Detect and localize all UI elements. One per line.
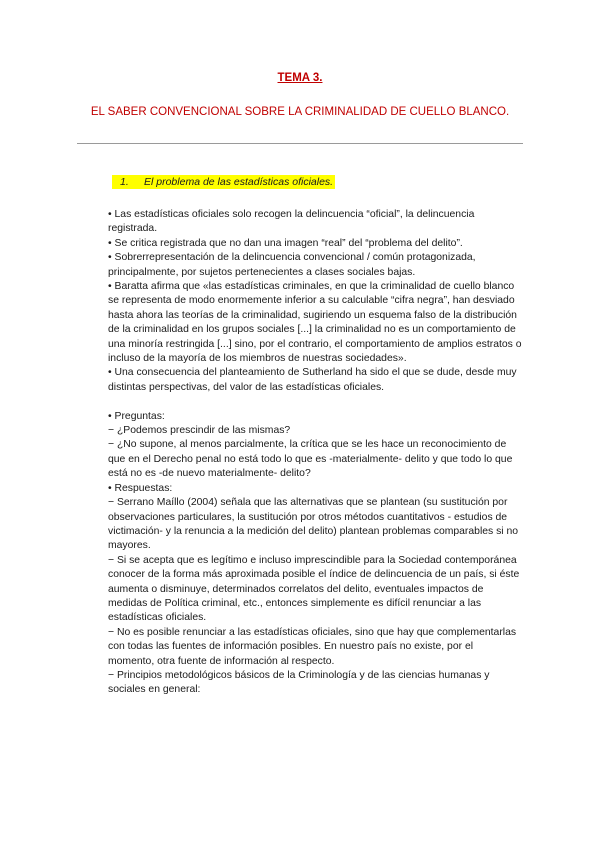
document-subtitle: EL SABER CONVENCIONAL SOBRE LA CRIMINALIDAD DE CUELLO BLANCO.	[90, 106, 510, 118]
paragraph: − ¿No supone, al menos parcialmente, la crítica que se les hace un reconocimiento de que en el Derecho penal no está todo lo que es -materialmente- delito y que todo lo que está no es -de nuevo materialmente- delito?	[108, 439, 513, 480]
paragraph: • Las estadísticas oficiales solo recogen la delincuencia “oficial”, la delincuencia registrada.	[108, 209, 475, 235]
paragraph: • Respuestas:	[108, 482, 173, 494]
paragraph: − No es posible renunciar a las estadísticas oficiales, sino que hay que complementarlas con todas las fuentes de información posibles. En nuestro país no existe, por el momento, otra fuente de información al respecto.	[108, 626, 517, 667]
paragraph: • Baratta afirma que «las estadísticas criminales, en que la criminalidad de cuello blanco se representa de modo enormemente inferior a su calculable “cifra negra”, han desviado hasta ahora las teorías de la criminalidad, sugiriendo un esquema falso de la distribución de la criminalidad en los grupos sociales [...] la criminalidad no es un comportamiento de una minoría restringida [...] sino, por el contrario, el comportamiento de amplios estratos o incluso de la mayoría de los miembros de nuestras sociedades».	[108, 281, 522, 365]
paragraph: • Preguntas:	[108, 410, 165, 422]
paragraph-spacer	[108, 395, 522, 409]
paragraph: • Se critica registrada que no dan una imagen “real” del “problema del delito”.	[108, 237, 463, 249]
paragraph: − Si se acepta que es legítimo e incluso imprescindible para la Sociedad contemporánea conocer de la forma más aproximada posible el índice de delincuencia de un país, si éste aumenta o disminuye, determinados correlatos del delito, eventuales impactos de medidas de Política criminal, etc., entonces simplemente es difícil renunciar a las estadísticas oficiales.	[108, 554, 520, 624]
highlighted-heading	[112, 175, 335, 189]
horizontal-divider	[77, 143, 523, 144]
section-title: El problema de las estadísticas oficiales.	[144, 176, 334, 188]
section-heading	[112, 176, 335, 192]
paragraph: • Sobrerrepresentación de la delincuencia convencional / común protagonizada, principalmente, por sujetos pertenecientes a clases sociales bajas.	[108, 252, 476, 278]
paragraph: − ¿Podemos prescindir de las mismas?	[108, 425, 291, 437]
paragraph: − Principios metodológicos básicos de la Criminología y de las ciencias humanas y sociales en general:	[108, 669, 490, 696]
paragraph: − Serrano Maíllo (2004) señala que las alternativas que se plantean (su sustitución por observaciones particulares, la sustitución por otros métodos cuantitativos - estudios de victimación- y la renuncia a la medición del delito) plantean problemas comparables si no mayores.	[108, 497, 519, 552]
body-text	[108, 208, 522, 698]
paragraph: • Una consecuencia del planteamiento de Sutherland ha sido el que se dude, desde muy distintas perspectivas, del valor de las estadísticas oficiales.	[108, 367, 517, 393]
document-title: TEMA 3.	[277, 72, 323, 84]
section-number: 1.	[120, 176, 129, 188]
